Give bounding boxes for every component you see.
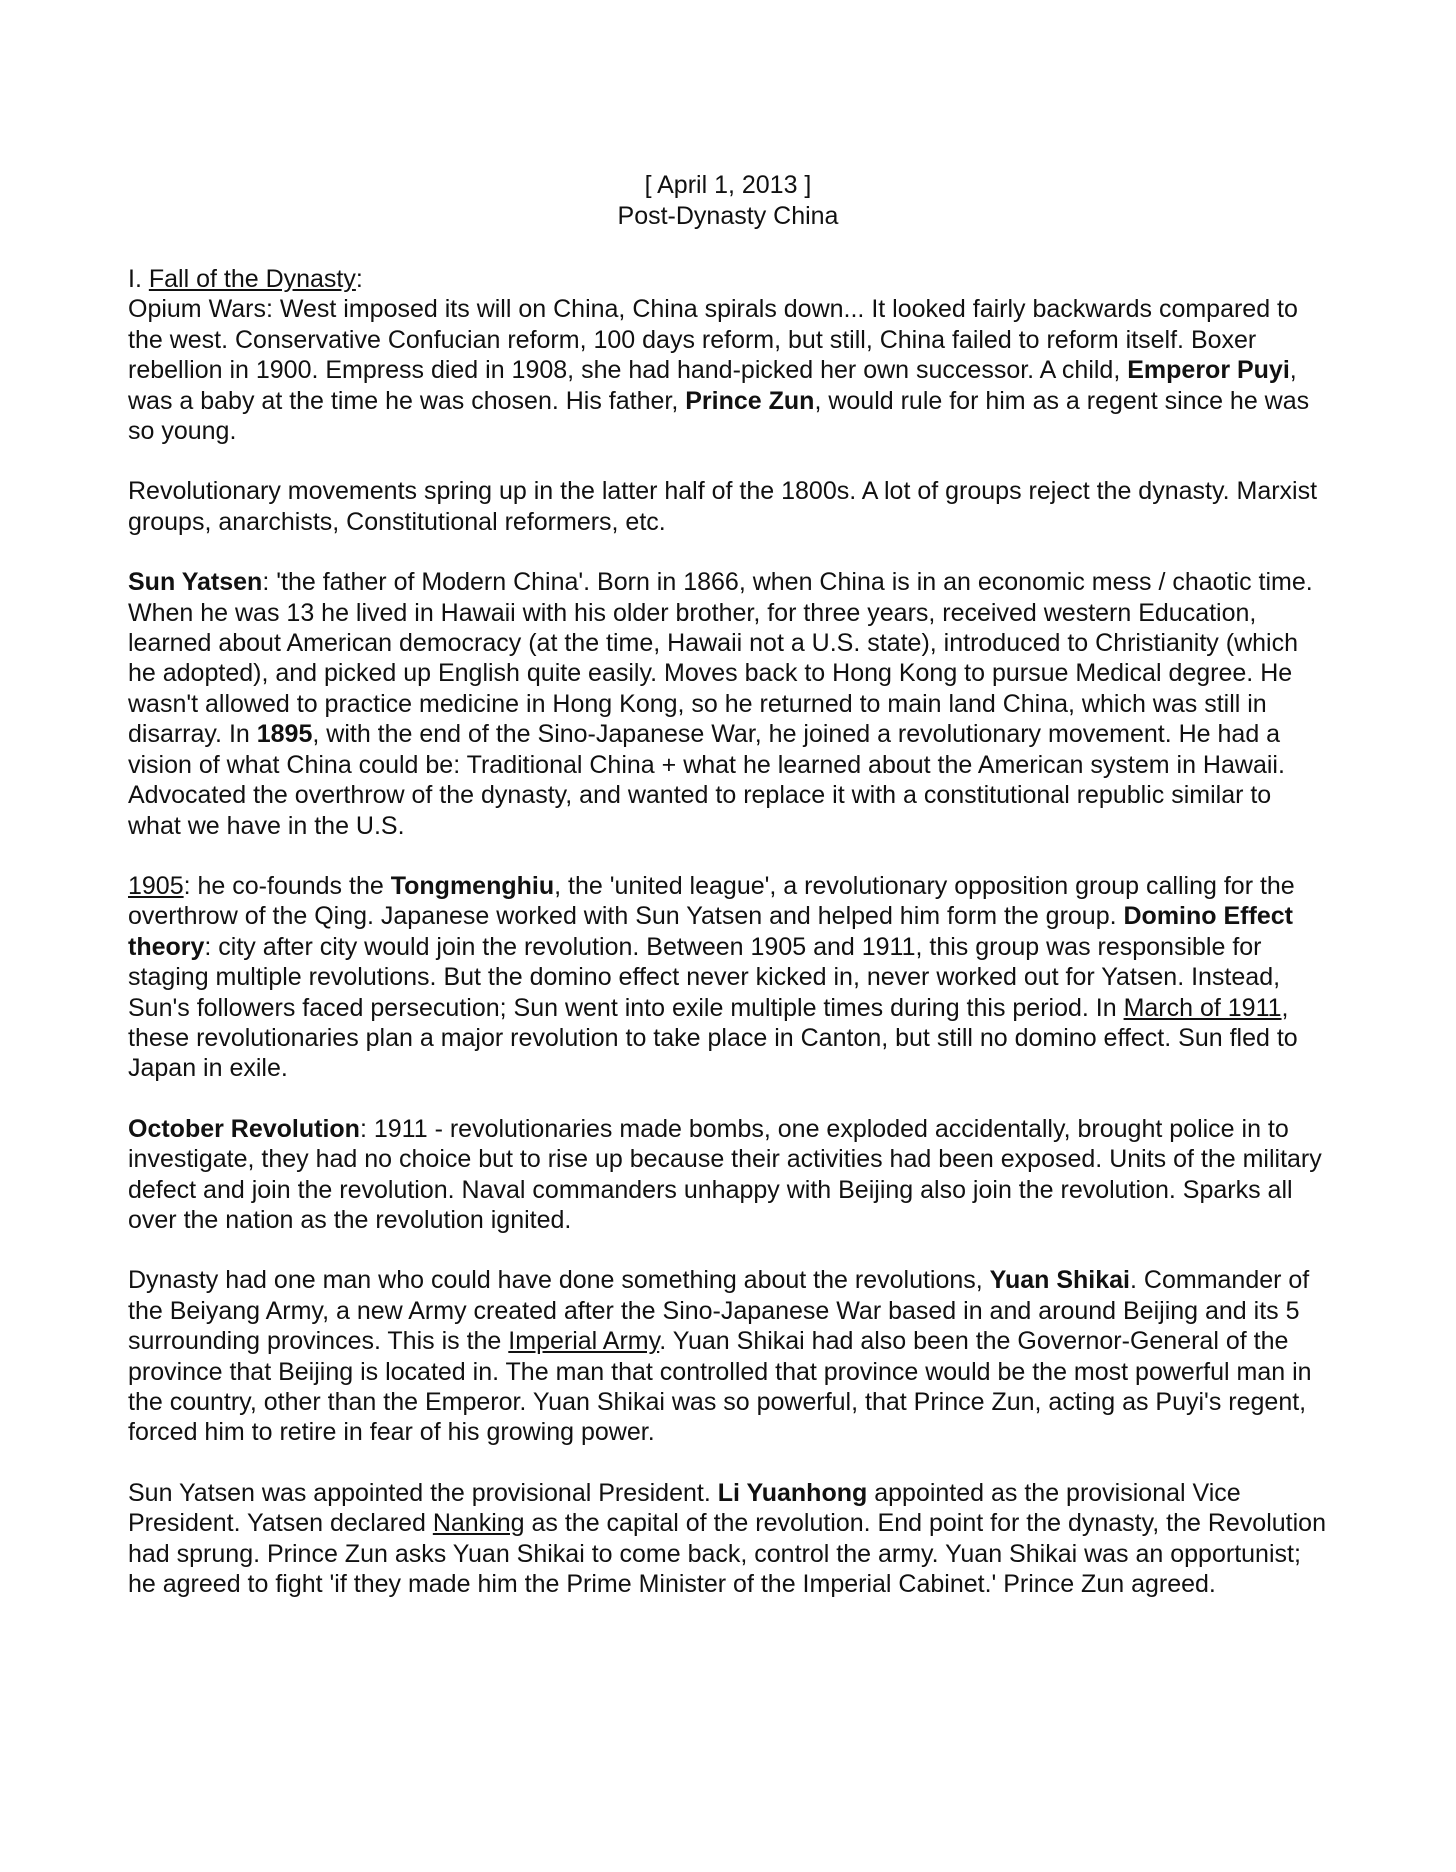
underlined-term: March of 1911	[1123, 993, 1282, 1022]
text-run: , with the end of the Sino-Japanese War, he joined a revolutionary movement. He had a vision of what China could be: Traditional China + what he learned about the American system in Hawaii. Advocated the overthrow of the dynasty, and wanted to replace it with a constitutional republic similar to what we have in the U.S.	[128, 720, 1285, 840]
text-run: : he co-founds the	[183, 871, 391, 900]
paragraph-provisional-government	[128, 1478, 1328, 1600]
bold-term: Emperor Puyi	[1127, 356, 1290, 385]
lecture-title: Post-Dynasty China	[617, 202, 839, 230]
paragraph-sun-yatsen	[128, 567, 1328, 841]
text-run: Opium Wars: West imposed its will on China, China spirals down... It looked fairly backwards compared to the west. Conservative Confucian reform, 100 days reform, but still, China failed to reform itself. Boxer rebellion in 1900. Empress died in 1908, she had hand-picked her own successor. A child,	[128, 295, 1298, 385]
bold-term: Li Yuanhong	[717, 1478, 868, 1507]
paragraph-yuan-shikai	[128, 1265, 1328, 1447]
bold-term: October Revolution	[128, 1114, 360, 1143]
bold-term: Domino Effect theory	[128, 902, 1293, 961]
text-run: Sun Yatsen was appointed the provisional President.	[128, 1478, 718, 1507]
bold-term: Tongmenghiu	[390, 871, 555, 900]
text-run: , these revolutionaries plan a major revolution to take place in Canton, but still no domino effect. Sun fled to Japan in exile.	[128, 993, 1298, 1083]
bold-term: Yuan Shikai	[989, 1266, 1131, 1295]
bold-term: Sun Yatsen	[128, 568, 263, 597]
paragraph-revolutionary-movements	[128, 476, 1328, 537]
text-run: , was a baby at the time he was chosen. His father,	[128, 356, 1297, 415]
text-run: as the capital of the revolution. End point for the dynasty, the Revolution had sprung. Prince Zun asks Yuan Shikai to come back, control the army. Yuan Shikai was an opportunist; he agreed to fight 'if they made him the Prime Minister of the Imperial Cabinet.' Prince Zun agreed.	[128, 1509, 1326, 1599]
text-run: : 1911 - revolutionaries made bombs, one exploded accidentally, brought police in to investigate, they had no choice but to rise up because their activities had been exposed. Units of the military defect and join the revolution. Naval commanders unhappy with Beijing also join the revolution. Sparks all over the nation as the revolution ignited.	[128, 1114, 1322, 1234]
text-run: : city after city would join the revolution. Between 1905 and 1911, this group was responsible for staging multiple revolutions. But the domino effect never kicked in, never worked out for Yatsen. Instead, Sun's followers faced persecution; Sun went into exile multiple times during this period. In	[128, 932, 1281, 1022]
text-run: : 'the father of Modern China'. Born in 1866, when China is in an economic mess / chaotic time. When he was 13 he lived in Hawaii with his older brother, for three years, received western Education, learned about American democracy (at the time, Hawaii not a U.S. state), introduced to Christianity (which he adopted), and picked up English quite easily. Moves back to Hong Kong to pursue Medical degree. He wasn't allowed to practice medicine in Hong Kong, so he returned to main land China, which was still in disarray. In	[128, 568, 1313, 749]
text-run: Revolutionary movements spring up in the latter half of the 1800s. A lot of groups reject the dynasty. Marxist groups, anarchists, Constitutional reformers, etc.	[128, 477, 1318, 536]
paragraph-fall-of-dynasty	[128, 264, 1328, 446]
notes-body	[128, 264, 1328, 1629]
text-run: appointed as the provisional Vice President. Yatsen declared	[128, 1478, 1241, 1538]
bold-term: 1895	[256, 720, 313, 749]
text-run: , would rule for him as a regent since he was so young.	[128, 386, 1310, 446]
paragraph-october-revolution	[128, 1114, 1328, 1236]
section-number: I.	[128, 265, 149, 293]
text-run: . Commander of the Beiyang Army, a new Army created after the Sino-Japanese War based in and around Beijing and its 5 surrounding provinces. This is the	[128, 1266, 1310, 1356]
document-header	[0, 170, 1456, 232]
underlined-term: Imperial Army	[508, 1327, 660, 1356]
section-heading: Fall of the Dynasty	[148, 265, 356, 293]
lecture-date: [ April 1, 2013 ]	[644, 171, 812, 199]
paragraph-tongmenghiu	[128, 871, 1328, 1084]
bold-term: Prince Zun	[685, 386, 815, 415]
text-run: Dynasty had one man who could have done something about the revolutions,	[128, 1266, 990, 1295]
underlined-term: Nanking	[432, 1509, 525, 1538]
section-colon: :	[355, 265, 363, 293]
underlined-term: 1905	[128, 871, 184, 900]
text-run: . Yuan Shikai had also been the Governor-General of the province that Beijing is located in. The man that controlled that province would be the most powerful man in the country, other than the Emperor. Yuan Shikai was so powerful, that Prince Zun, acting as Puyi's regent, forced him to retire in fear of his growing power.	[128, 1327, 1312, 1447]
text-run: , the 'united league', a revolutionary opposition group calling for the overthrow of the Qing. Japanese worked with Sun Yatsen and helped him form the group.	[128, 871, 1295, 931]
